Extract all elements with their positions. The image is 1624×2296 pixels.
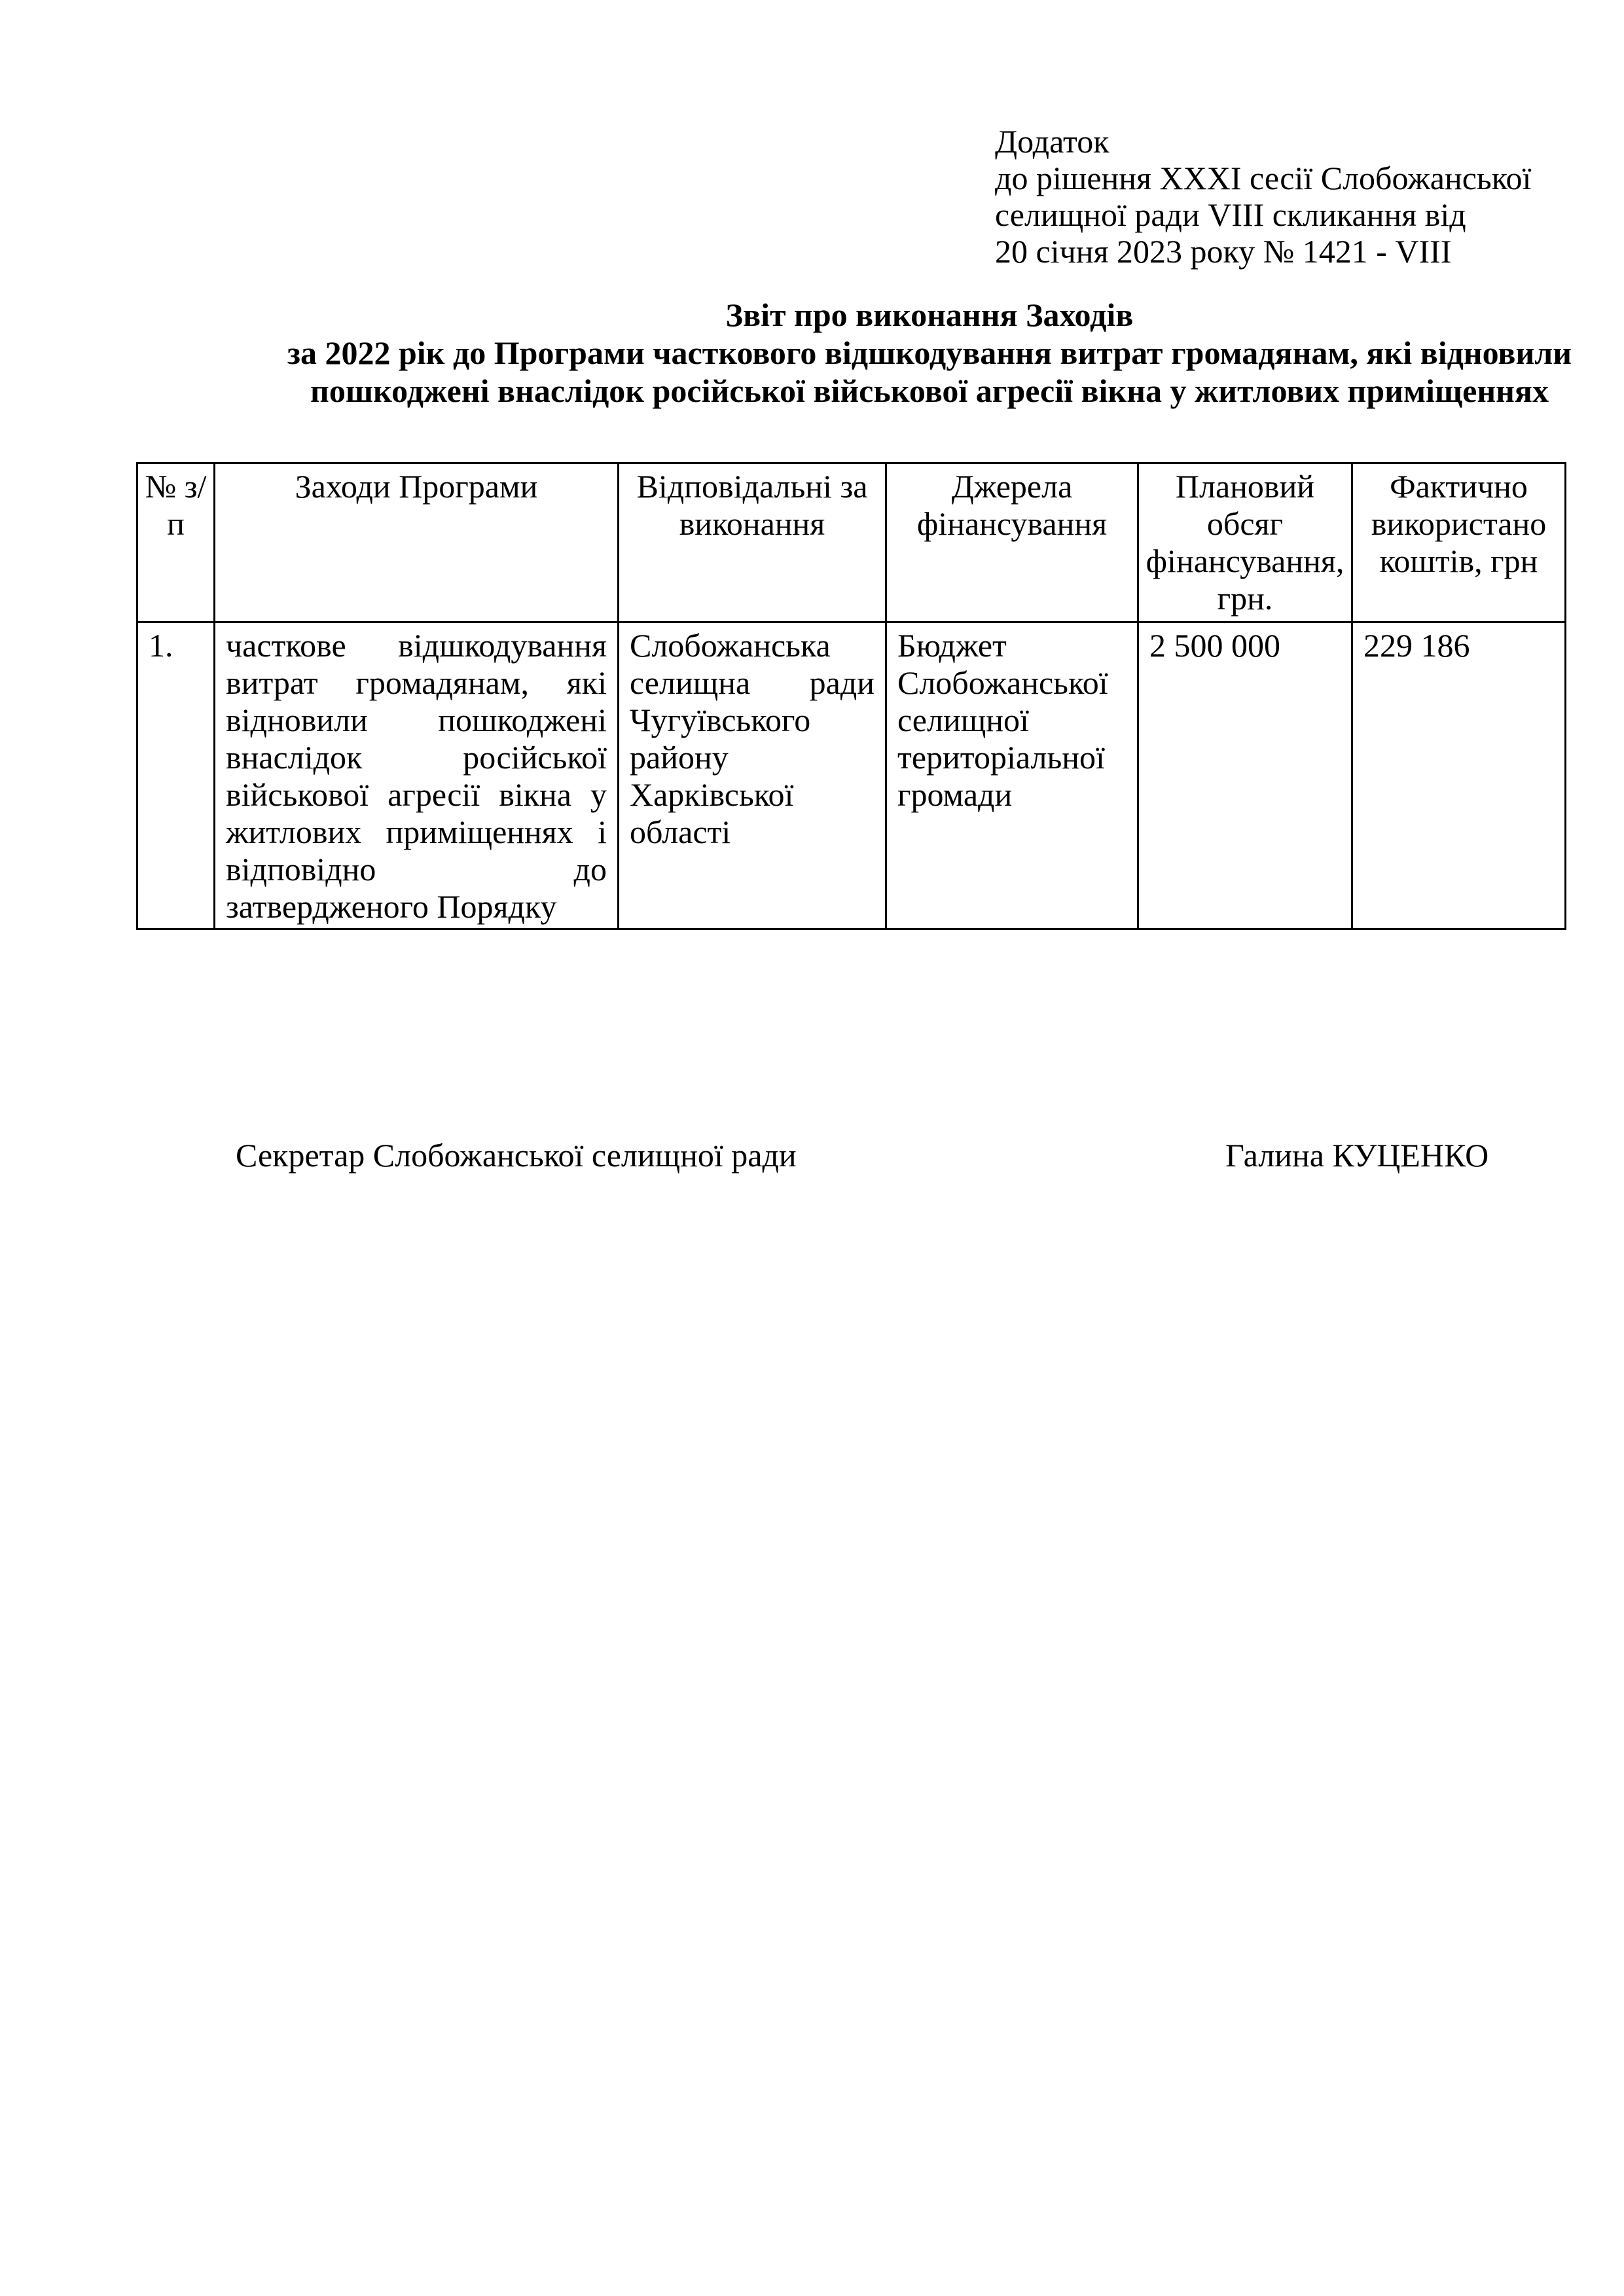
- cell-planned: 2 500 000: [1138, 622, 1352, 929]
- appendix-line: селищної ради VIII скликання від: [995, 196, 1466, 233]
- report-table: [136, 462, 1566, 930]
- header-planned: Плановий обсяг фінансування, грн.: [1138, 463, 1352, 622]
- appendix-note: [995, 123, 1531, 270]
- header-source: Джерела фінансування: [886, 463, 1138, 622]
- report-title: [275, 296, 1584, 410]
- cell-number: 1.: [137, 622, 215, 929]
- cell-source: Бюджет Слобожанської селищної територіальної громади: [886, 622, 1138, 929]
- title-line: Звіт про виконання Заходів: [725, 296, 1134, 333]
- appendix-line: 20 січня 2023 року № 1421 - VIII: [995, 233, 1452, 270]
- table-header-row: [137, 463, 1566, 622]
- header-number: № з/п: [137, 463, 215, 622]
- cell-measure: часткове відшкодування витрат громадянам, які відновили пошкоджені внаслідок російської військової агресії вікна у житлових приміщеннях і відповідно до затвердженого Порядку: [215, 622, 619, 929]
- cell-responsible: Слобожанська селищна ради Чугуївського району Харківської області: [619, 622, 886, 929]
- header-actual: Фактично використано коштів, грн: [1352, 463, 1566, 622]
- header-responsible: Відповідальні за виконання: [619, 463, 886, 622]
- signature-position: Секретар Слобожанської селищної ради: [236, 1137, 797, 1174]
- appendix-line: Додаток: [995, 123, 1110, 160]
- signature-name: Галина КУЦЕНКО: [1225, 1137, 1489, 1174]
- title-line: за 2022 рік до Програми часткового відшкодування витрат громадянам, які відновили: [287, 334, 1572, 371]
- header-measure: Заходи Програми: [215, 463, 619, 622]
- cell-actual: 229 186: [1352, 622, 1566, 929]
- table-row: [137, 622, 1566, 929]
- appendix-line: до рішення XXXI сесії Слобожанської: [995, 160, 1532, 196]
- title-line: пошкоджені внаслідок російської військової агресії вікна у житлових приміщеннях: [310, 372, 1549, 409]
